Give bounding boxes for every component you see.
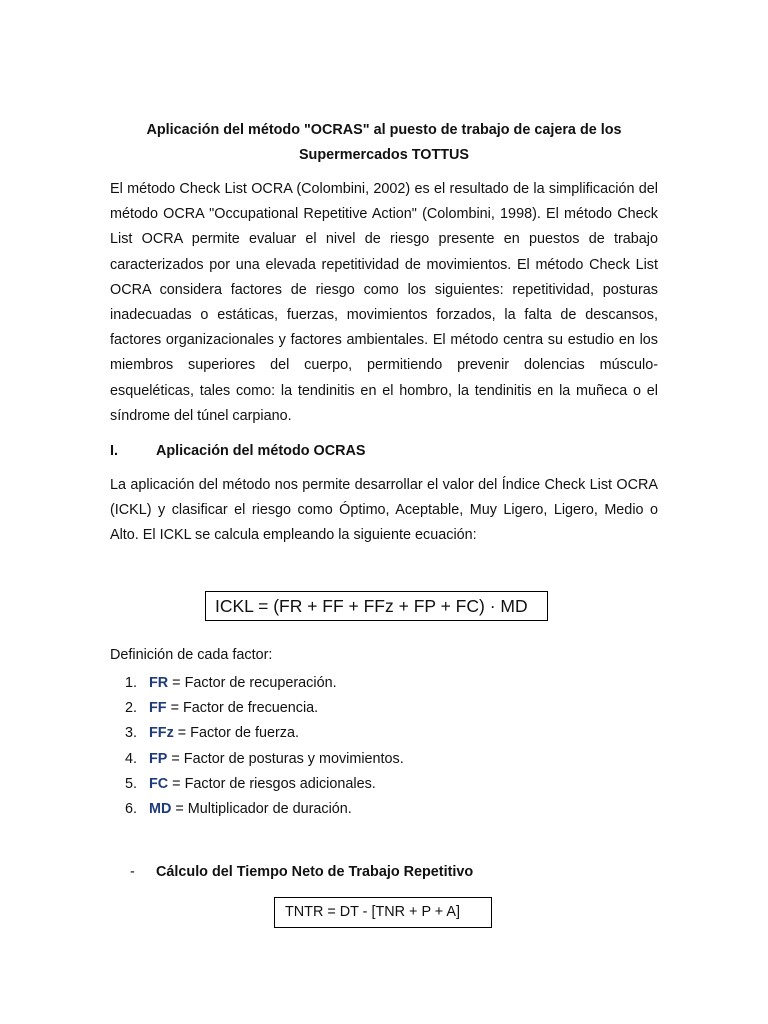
factor-desc: = Factor de riesgos adicionales.: [168, 775, 376, 792]
intro-paragraph: El método Check List OCRA (Colombini, 2002) es el resultado de la simplificación del método OCRA "Occupational Repetitive Action" (Colombini, 1998). El método Check List OCRA permite evaluar el nivel de riesgo presente en puestos de trabajo caracterizados por una elevada repetitividad de movimientos. El método Check List OCRA considera factores de riesgo como los siguientes: repetitividad, posturas inadecuadas o estáticas, fuerzas, movimientos forzados, la falta de descansos, factores organizacionales y factores ambientales. El método centra su estudio en los miembros superiores del cuerpo, permitiendo prevenir dolencias músculo-esqueléticas, tales como: la tendinitis en el hombro, la tendinitis en la muñeca o el síndrome del túnel carpiano.: [110, 181, 658, 424]
list-item-number: 5.: [124, 775, 137, 792]
list-item-number: 3.: [124, 725, 137, 742]
list-item: [110, 772, 404, 797]
section-title: Aplicación del método OCRAS: [156, 443, 366, 459]
factor-desc: = Factor de frecuencia.: [166, 700, 319, 717]
bullet-dash: -: [130, 864, 135, 880]
tntr-formula-box: TNTR = DT - [TNR + P + A]: [274, 897, 492, 928]
list-item: [110, 797, 404, 822]
list-item: [110, 671, 404, 696]
list-item-number: 2.: [124, 700, 137, 717]
document-title: [110, 118, 658, 168]
factor-list: [110, 671, 404, 822]
list-item: [110, 696, 404, 721]
factor-abbr: FF: [149, 700, 167, 717]
subsection-title: Cálculo del Tiempo Neto de Trabajo Repetitivo: [156, 864, 474, 880]
section-paragraph: La aplicación del método nos permite desarrollar el valor del Índice Check List OCRA (ICKL) y clasificar el riesgo como Óptimo, Aceptable, Muy Ligero, Ligero, Medio o Alto. El ICKL se calcula empleando la siguiente ecuación:: [110, 477, 658, 544]
list-item-number: 1.: [124, 675, 137, 691]
section-number: I.: [110, 443, 118, 459]
list-item: [110, 747, 404, 772]
factor-desc: = Factor de fuerza.: [173, 725, 299, 742]
factor-desc: = Factor de posturas y movimientos.: [167, 750, 404, 767]
title-line-2: Supermercados TOTTUS: [298, 147, 470, 163]
factor-abbr: FC: [149, 775, 169, 792]
list-item: [110, 721, 404, 746]
title-line-1: Aplicación del método "OCRAS" al puesto de trabajo de cajera de los: [146, 122, 622, 138]
factor-abbr: FP: [149, 750, 168, 767]
factor-abbr: FFz: [149, 725, 174, 742]
definitions-label: Definición de cada factor:: [110, 647, 273, 663]
ickl-formula-box: ICKL = (FR + FF + FFz + FP + FC) · MD: [205, 591, 548, 621]
subsection-heading: [130, 861, 473, 883]
list-item-number: 4.: [124, 750, 137, 767]
factor-desc: = Factor de recuperación.: [168, 675, 337, 691]
factor-abbr: MD: [149, 801, 172, 818]
factor-desc: = Multiplicador de duración.: [171, 801, 352, 818]
section-heading: [110, 440, 366, 462]
factor-abbr: FR: [149, 675, 169, 691]
list-item-number: 6.: [124, 801, 137, 818]
